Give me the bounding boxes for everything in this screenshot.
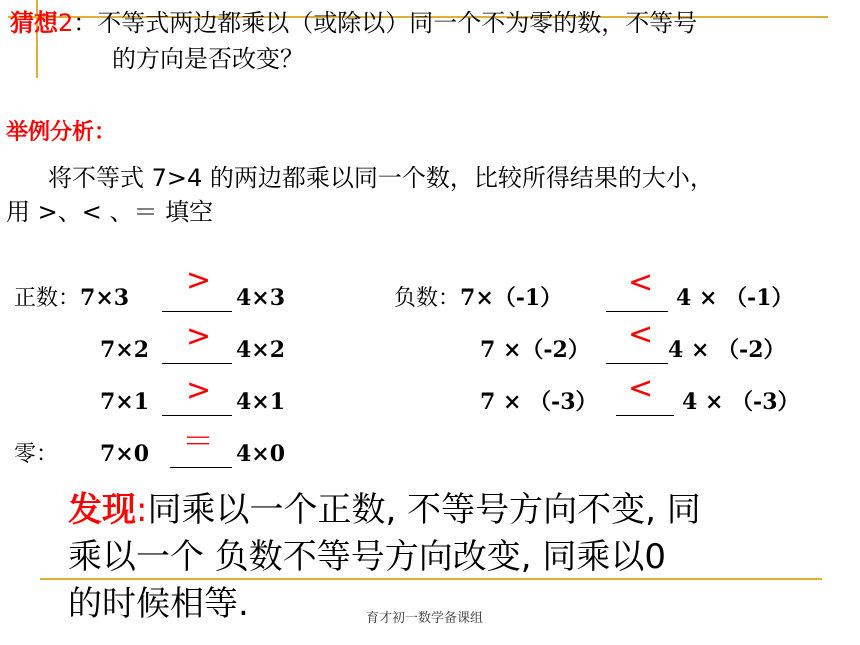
- conjecture-label: 猜想: [10, 9, 58, 37]
- conjecture-line-1: [10, 8, 697, 38]
- positive-right-1: 4×3: [236, 285, 286, 311]
- negative-label: 负数：: [394, 286, 461, 311]
- finding-colon: :: [136, 490, 148, 530]
- negative-left-2: 7 ×（-2）: [480, 337, 590, 363]
- analysis-line-1: 将不等式 7>4 的两边都乘以同一个数，比较所得结果的大小，: [48, 164, 714, 192]
- zero-answer: ＝: [182, 422, 215, 460]
- positive-right-2: 4×2: [236, 337, 286, 363]
- positive-row-1: [14, 284, 129, 313]
- zero-right: 4×0: [236, 441, 286, 467]
- footer-text: 育才初一数学备课组: [366, 611, 484, 626]
- positive-left-1: 7×3: [80, 285, 130, 311]
- zero-label: 零：: [14, 442, 59, 467]
- negative-right-3: 4 × （-3）: [682, 389, 800, 415]
- finding-line-1: [68, 488, 701, 533]
- finding-line-3: 的时候相等.: [68, 584, 249, 624]
- finding-line-2: 乘以一个 负数不等号方向改变, 同乘以0: [68, 537, 667, 577]
- negative-row-1: [394, 284, 562, 313]
- conjecture-number: 2: [58, 9, 74, 37]
- positive-answer-1: >: [186, 263, 212, 298]
- conjecture-line-2: 的方向是否改变？: [112, 45, 304, 73]
- negative-answer-2: <: [628, 317, 654, 352]
- bottom-rule: [40, 578, 822, 580]
- negative-right-1: 4 × （-1）: [676, 285, 794, 311]
- positive-answer-2: >: [186, 319, 212, 354]
- negative-left-1: 7×（-1）: [460, 285, 563, 311]
- negative-answer-1: <: [628, 265, 654, 300]
- negative-right-2: 4 × （-2）: [668, 337, 786, 363]
- analysis-heading: 举例分析：: [6, 120, 117, 145]
- positive-label: 正数：: [14, 286, 81, 311]
- positive-left-2: 7×2: [100, 337, 150, 363]
- negative-answer-3: <: [628, 371, 654, 406]
- finding-text-1: 同乘以一个正数, 不等号方向不变, 同: [147, 490, 701, 530]
- positive-right-3: 4×1: [236, 389, 286, 415]
- analysis-line-2: 用 >、< 、＝ 填空: [6, 198, 214, 226]
- positive-answer-3: >: [186, 373, 212, 408]
- conjecture-text-1: ：不等式两边都乘以（或除以）同一个不为零的数，不等号: [73, 9, 698, 37]
- zero-left: 7×0: [100, 441, 150, 467]
- positive-left-3: 7×1: [100, 389, 150, 415]
- negative-left-3: 7 × （-3）: [480, 389, 598, 415]
- finding-label: 发现: [68, 490, 136, 530]
